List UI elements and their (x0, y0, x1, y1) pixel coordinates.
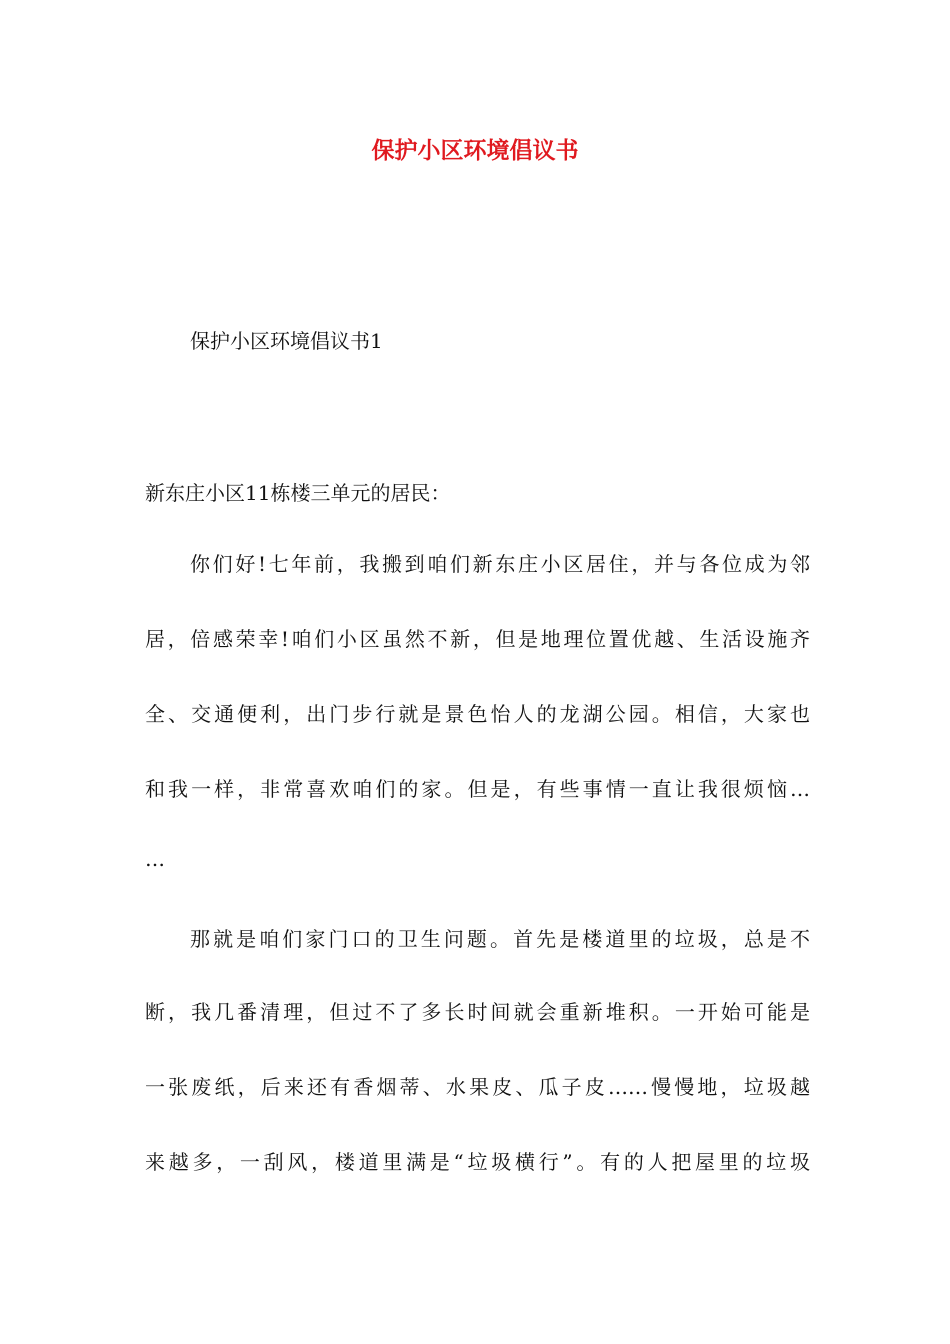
paragraph-1-line-2: 居，倍感荣幸!咱们小区虽然不新，但是地理位置优越、生活设施齐 (145, 627, 810, 651)
paragraph-2-line-3: 一张废纸，后来还有香烟蒂、水果皮、瓜子皮……慢慢地，垃圾越 (145, 1075, 810, 1099)
paragraph-2-line-1: 那就是咱们家门口的卫生问题。首先是楼道里的垃圾，总是不 (190, 927, 810, 951)
paragraph-2-line-4: 来越多，一刮风，楼道里满是“垃圾横行”。有的人把屋里的垃圾 (145, 1150, 810, 1174)
paragraph-2-line-2: 断，我几番清理，但过不了多长时间就会重新堆积。一开始可能是 (145, 1000, 810, 1024)
paragraph-1-line-5: … (145, 847, 165, 871)
document-title: 保护小区环境倡议书 (371, 137, 579, 164)
section-heading: 保护小区环境倡议书1 (190, 329, 383, 353)
salutation: 新东庄小区11栋楼三单元的居民： (145, 481, 451, 505)
paragraph-1-line-4: 和我一样，非常喜欢咱们的家。但是，有些事情一直让我很烦恼… (145, 777, 810, 801)
paragraph-1-line-1: 你们好!七年前，我搬到咱们新东庄小区居住，并与各位成为邻 (190, 552, 810, 576)
paragraph-1-line-3: 全、交通便利，出门步行就是景色怡人的龙湖公园。相信，大家也 (145, 702, 810, 726)
